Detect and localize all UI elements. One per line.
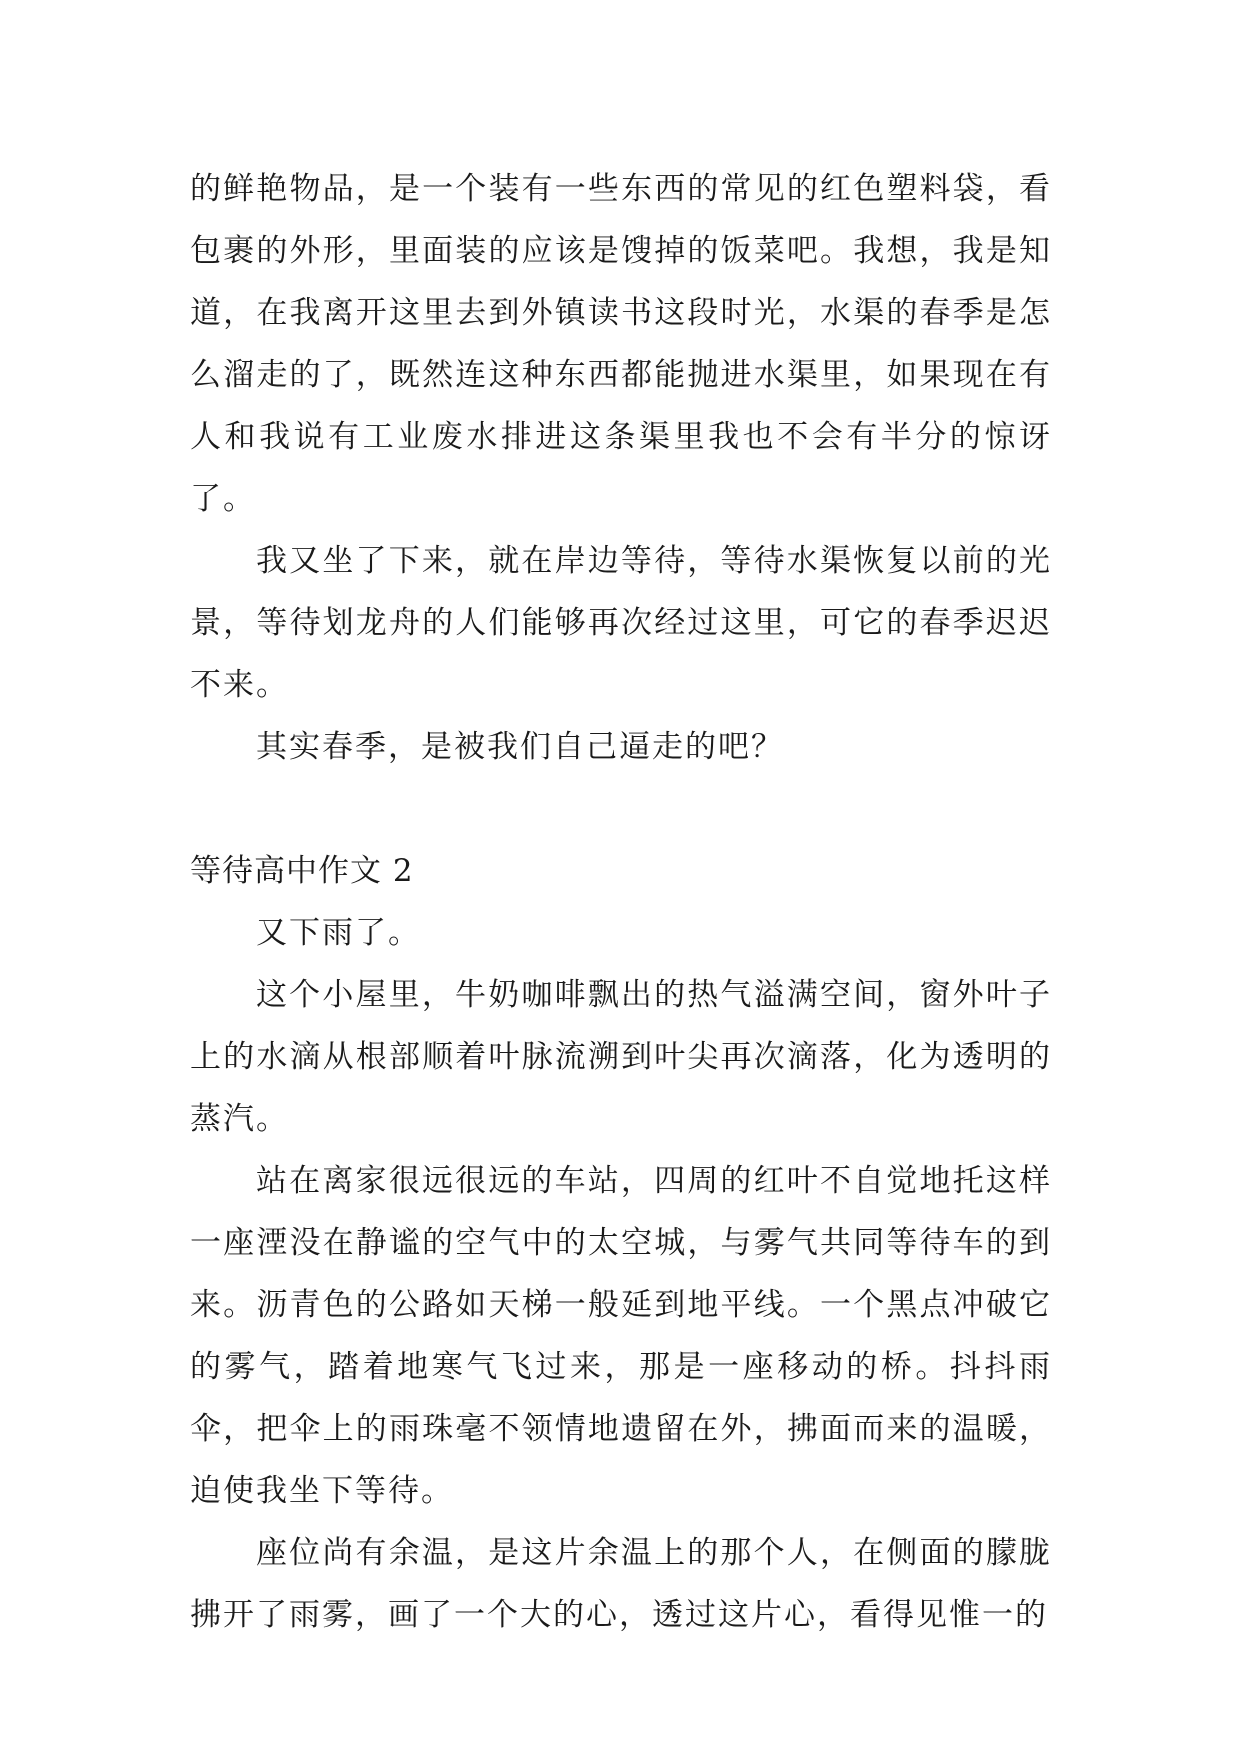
paragraph: 其实春季，是被我们自己逼走的吧？ xyxy=(256,729,784,765)
section-heading: 等待高中作文 2 xyxy=(190,853,414,889)
paragraph: 座位尚有余温，是这片余温上的那个人，在侧面的朦胧拂开了雨雾，画了一个大的心，透过这片心，看得见惟一的 xyxy=(190,1535,1052,1633)
paragraph: 的鲜艳物品，是一个装有一些东西的常见的红色塑料袋，看包裹的外形，里面装的应该是馊掉的饭菜吧。我想，我是知道，在我离开这里去到外镇读书这段时光，水渠的春季是怎么溜走的了，既然连这种东西都能抛进水渠里，如果现在有人和我说有工业废水排进这条渠里我也不会有半分的惊讶了。 xyxy=(190,171,1052,517)
paragraph: 这个小屋里，牛奶咖啡飘出的热气溢满空间，窗外叶子上的水滴从根部顺着叶脉流溯到叶尖再次滴落，化为透明的蒸汽。 xyxy=(190,977,1052,1137)
document-body xyxy=(190,158,1052,1646)
paragraph: 站在离家很远很远的车站，四周的红叶不自觉地托这样一座湮没在静谧的空气中的太空城，与雾气共同等待车的到来。沥青色的公路如天梯一般延到地平线。一个黑点冲破它的雾气，踏着地寒气飞过来，那是一座移动的桥。抖抖雨伞，把伞上的雨珠毫不领情地遗留在外，拂面而来的温暖，迫使我坐下等待。 xyxy=(190,1163,1052,1509)
paragraph: 又下雨了。 xyxy=(256,915,421,951)
paragraph: 我又坐了下来，就在岸边等待，等待水渠恢复以前的光景，等待划龙舟的人们能够再次经过这里，可它的春季迟迟不来。 xyxy=(190,543,1052,703)
section-gap xyxy=(190,778,1052,840)
